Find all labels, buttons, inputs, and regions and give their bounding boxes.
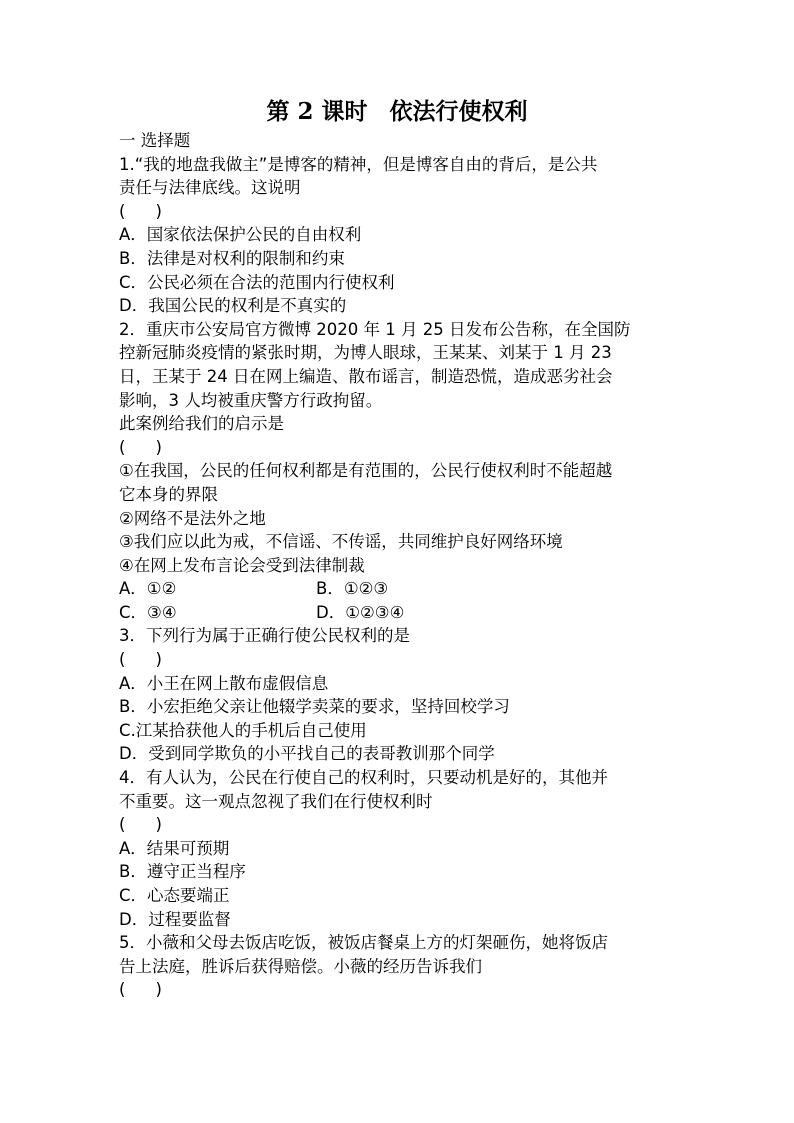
question-stem-line: 1.“我的地盘我做主”是博客的精神，但是博客自由的背后，是公共: [119, 154, 598, 174]
question-2: [119, 318, 685, 625]
option-b: B．法律是对权利的限制和约束: [119, 248, 345, 268]
statement-line: ④在网上发布言论会受到法律制裁: [119, 555, 365, 575]
question-stem-line: 日，王某于 24 日在网上编造、散布谣言，制造恐慌，造成恶劣社会: [119, 366, 613, 386]
section-heading: 一 选择题: [119, 131, 191, 150]
answer-blank: ( ): [119, 815, 162, 835]
question-3: [119, 624, 685, 766]
question-stem-line: 责任与法律底线。这说明: [119, 178, 301, 198]
option-c: C.江某拾获他人的手机后自己使用: [119, 720, 367, 740]
question-stem-line: 5．小薇和父母去饭店吃饭，被饭店餐桌上方的灯架砸伤，她将饭店: [119, 933, 608, 953]
lesson-title: [0, 98, 794, 126]
statement-line: ②网络不是法外之地: [119, 508, 266, 528]
question-stem-line: 4．有人认为，公民在行使自己的权利时，只要动机是好的，其他并: [119, 768, 608, 788]
statement-line: 它本身的界限: [119, 484, 218, 504]
lesson-topic: 依法行使权利: [389, 98, 528, 125]
lesson-number: 第 2 课时: [266, 98, 368, 125]
question-stem-line: 影响，3 人均被重庆警方行政拘留。: [119, 390, 383, 410]
option-a: A．小王在网上散布虚假信息: [119, 673, 329, 693]
question-stem-line: 不重要。这一观点忽视了我们在行使权利时: [119, 791, 433, 811]
question-stem-line: 此案例给我们的启示是: [119, 414, 284, 434]
answer-blank: ( ): [119, 201, 162, 221]
answer-blank: ( ): [119, 980, 162, 1000]
option-d: D．我国公民的权利是不真实的: [119, 296, 347, 316]
option-a: A．结果可预期: [119, 838, 230, 858]
option-a: A．①②: [119, 579, 177, 599]
option-b: B．①②③: [316, 579, 389, 599]
option-d: D．受到同学欺负的小平找自己的表哥教训那个同学: [119, 744, 495, 764]
question-1: [119, 153, 685, 318]
option-b: B．小宏拒绝父亲让他辍学卖菜的要求，坚持回校学习: [119, 697, 510, 717]
option-row: [119, 601, 685, 625]
question-stem-line: 2．重庆市公安局官方微博 2020 年 1 月 25 日发布公告称，在全国防: [119, 319, 631, 339]
option-d: D．①②③④: [316, 602, 405, 622]
option-c: C．心态要端正: [119, 886, 230, 905]
option-b: B．遵守正当程序: [119, 862, 246, 882]
option-c: C．公民必须在合法的范围内行使权利: [119, 272, 395, 292]
question-4: [119, 766, 685, 931]
answer-blank: ( ): [119, 437, 162, 457]
question-body: [119, 129, 685, 1002]
option-row: [119, 577, 685, 601]
question-stem-line: 控新冠肺炎疫情的紧张时期，为博人眼球，王某某、刘某于 1 月 23: [119, 343, 612, 363]
answer-blank: ( ): [119, 650, 162, 670]
statement-line: ③我们应以此为戒，不信谣、不传谣，共同维护良好网络环境: [119, 532, 563, 552]
question-stem-line: 告上法庭，胜诉后获得赔偿。小薇的经历告诉我们: [119, 956, 482, 976]
option-d: D．过程要监督: [119, 909, 231, 929]
option-c: C．③④: [119, 602, 177, 622]
statement-line: ①在我国，公民的任何权利都是有范围的，公民行使权利时不能超越: [119, 461, 613, 481]
question-5: [119, 931, 685, 1002]
option-a: A．国家依法保护公民的自由权利: [119, 225, 362, 245]
question-stem-line: 3．下列行为属于正确行使公民权利的是: [119, 626, 410, 646]
